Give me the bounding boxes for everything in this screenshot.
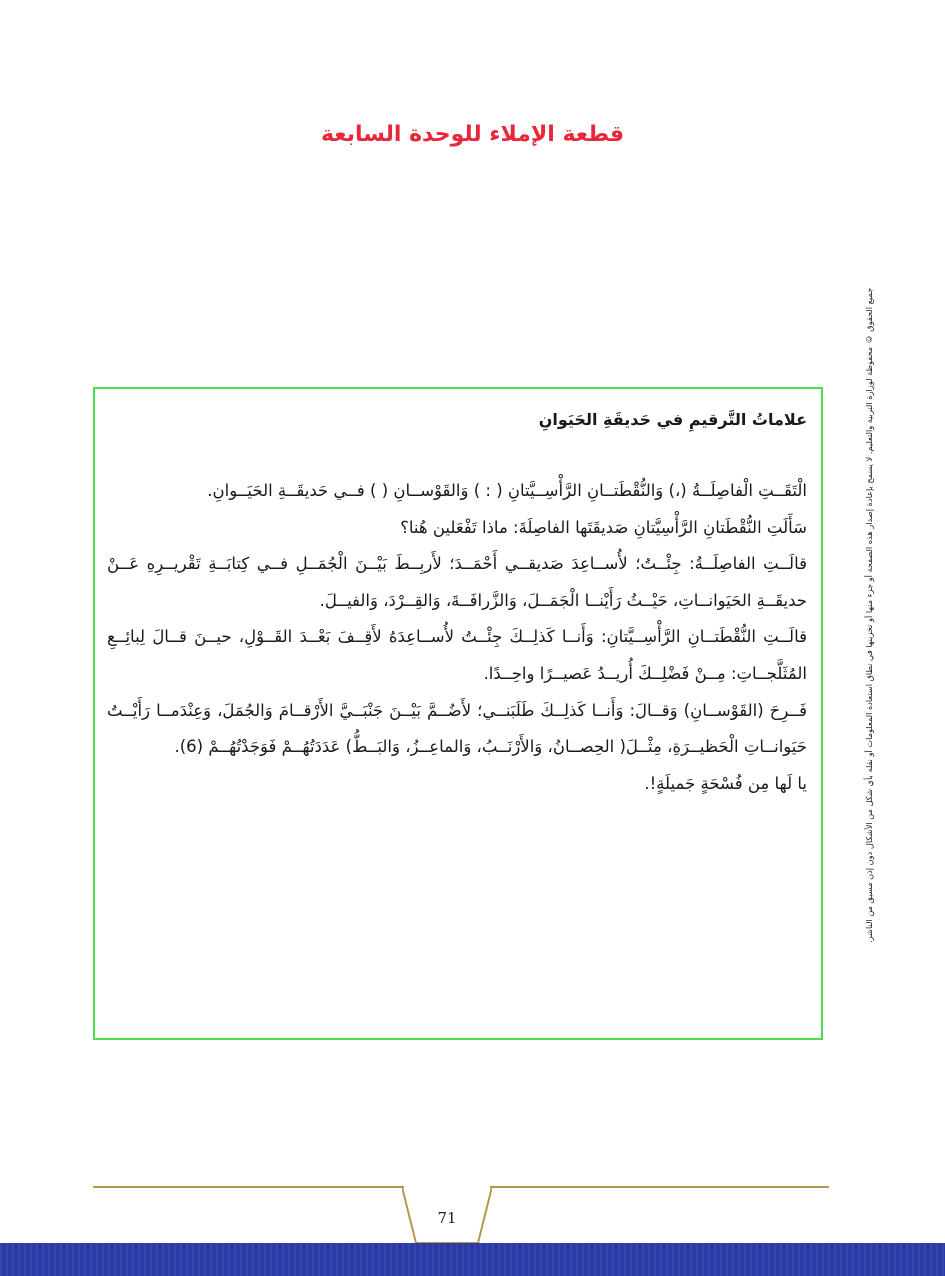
paragraph-4: قالَــتِ النُّقْطَتــانِ الرَّأْسِــيَّتانِ: وَأَنــا كَذلِــكَ جِئْــتُ لأُســاعِدَهُ لأَقِــفَ بَعْــدَ القَــوْلِ، حيــنَ قــالَ لِبائِــعِ المُثَلَّجــاتِ: مِــنْ فَضْلِــكَ أُريــدُ عَصيــرًا واحِــدًا. xyxy=(107,627,807,683)
footer-rule-right xyxy=(490,1186,829,1188)
paragraph-5: فَــرِحَ (القَوْســانِ) وَقــالَ: وَأَنــا كَذلِــكَ طَلَبَنــي؛ لأَضُــمَّ بَيْــنَ جَنْبَــيَّ الأَرْقــامَ وَالجُمَلَ، وَعِنْدَمــا رَأَيْــتُ حَيَوانــاتِ الْحَظيــرَةِ، مِثْــلَ( الحِصــانُ، وَالأَرْنَــبُ، وَالماعِــزُ، وَالبَــطُّ) عَدَدَتُهُــمْ فَوَجَدْتُهُــمْ (6). xyxy=(107,700,807,757)
paragraph-6: يا لَها مِن فُسْحَةٍ جَميلَةٍ!. xyxy=(644,773,807,793)
dictation-text-content xyxy=(107,405,807,802)
box-heading: علاماتُ التَّرقيمِ في حَديقَةِ الحَيَوانِ xyxy=(538,410,807,429)
footer-rule-left xyxy=(93,1186,404,1188)
paragraph-2: سَأَلَتِ النُّقْطَتانِ الرَّأْسِيَّتانِ صَديقَتَها الفاصِلَةَ: ماذا تَفْعَلين هُنا؟ xyxy=(400,517,807,537)
page-title: قطعة الإملاء للوحدة السابعة xyxy=(320,122,625,147)
paragraph-1: الْتَقَــتِ الْفاصِلَــةُ (،) وَالنُّقْطَتــانِ الرَّأْسِــيَّتانِ ( : ) وَالقَوْســانِ ( ) فــي حَديقَــةِ الحَيَــوانِ. xyxy=(207,481,807,500)
copyright-side-note: جميع الحقوق © محفوظة لوزارة التربية والتعليم. لا يسمح بإعادة إصدار هذه الصفحة أو جزء منها أو تخزينها في نطاق استعادة المعلومات أو نقله بأي شكل من الأشكال دون إذن مسبق من الناشر. xyxy=(864,288,874,944)
page-number: 71 xyxy=(437,1209,457,1227)
dictation-text-box xyxy=(93,387,823,1040)
paragraph-3: قالَــتِ الفاصِلَــةُ: جِئْــتُ؛ لأُســاعِدَ صَديقــي أَحْمَــدَ؛ لأَربِــطَ بَيْــنَ الْجُمَــلِ فــي كِتابَــةِ تَقْريــرِهِ عَــنْ حديقَــةِ الحَيَوانــاتِ، حَيْــثُ رَأَيْنــا الْجَمَــلَ، وَالزَّرافَــةَ، وَالقِــرْدَ، وَالفيــلَ. xyxy=(107,554,807,610)
bottom-color-band xyxy=(0,1243,945,1276)
